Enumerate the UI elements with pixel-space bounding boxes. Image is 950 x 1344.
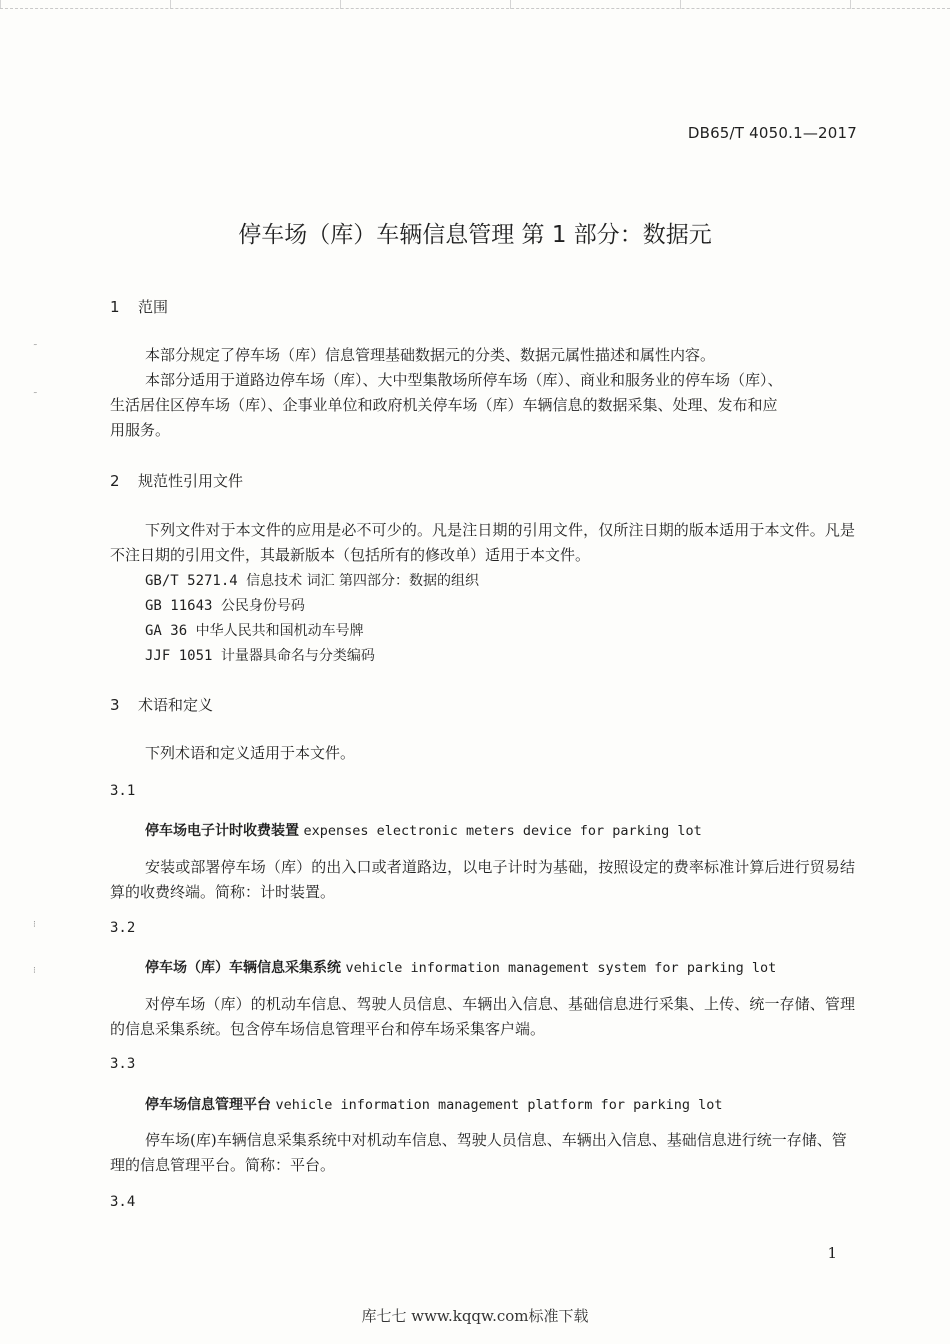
terms-intro: 下列术语和定义适用于本文件。 (145, 744, 356, 762)
scope-paragraph: 本部分规定了停车场（库）信息管理基础数据元的分类、数据元属性描述和属性内容。 (145, 346, 716, 364)
document-title: 停车场（库）车辆信息管理 第 1 部分：数据元 (238, 222, 712, 248)
scope-paragraph-line: 生活居住区停车场（库）、企事业单位和政府机关停车场（库）车辆信息的数据采集、处理、发布和应 (110, 396, 778, 414)
reference-name: 信息技术 词汇 第四部分：数据的组织 (246, 573, 480, 589)
term-entry (145, 957, 776, 977)
reference-name: 中华人民共和国机动车号牌 (195, 623, 364, 639)
clause-number: 3.2 (110, 920, 136, 936)
section-heading-normative-refs (110, 470, 243, 491)
section-heading-terms (110, 694, 213, 715)
margin-mark: ⁝ (33, 920, 36, 930)
term-definition: 对停车场（库）的机动车信息、驾驶人员信息、车辆出入信息、基础信息进行采集、上传、统一存储、管理的信息采集系统。包含停车场信息管理平台和停车场采集客户端。 (110, 995, 855, 1038)
term-zh: 停车场（库）车辆信息采集系统 (145, 960, 341, 976)
reference-name: 计量器具命名与分类编码 (220, 648, 375, 664)
term-en: vehicle information management platform for parking lot (275, 1097, 723, 1113)
standard-number: DB65/T 4050.1—2017 (687, 124, 857, 142)
reference-code: GB/T 5271.4 (145, 573, 238, 589)
clause-number: 3.3 (110, 1056, 136, 1072)
term-entry (145, 1094, 722, 1114)
term-entry (145, 820, 702, 840)
term-zh: 停车场电子计时收费装置 (145, 823, 299, 839)
margin-mark: ⁝ (33, 966, 36, 976)
margin-mark: ˜ (33, 392, 38, 402)
footer-watermark: 库七七 www.kqqw.com标准下载 (361, 1307, 589, 1325)
reference-code: GA 36 (145, 623, 188, 639)
section-title: 范围 (138, 298, 169, 316)
term-en: expenses electronic meters device for parking lot (303, 823, 702, 839)
reference-code: JJF 1051 (145, 648, 213, 664)
section-number: 2 (110, 472, 120, 490)
scan-edge-artifact (0, 0, 950, 9)
clause-number: 3.4 (110, 1194, 136, 1210)
section-number: 1 (110, 298, 120, 316)
reference-item (145, 595, 305, 615)
section-title: 术语和定义 (138, 696, 214, 714)
term-definition: 停车场(库)车辆信息采集系统中对机动车信息、驾驶人员信息、车辆出入信息、基础信息进行统一存储、管理的信息管理平台。简称：平台。 (110, 1131, 847, 1174)
section-title: 规范性引用文件 (138, 472, 244, 490)
section-heading-scope (110, 296, 168, 317)
scope-paragraph-line: 用服务。 (110, 421, 171, 439)
section-number: 3 (110, 696, 120, 714)
reference-item (145, 570, 479, 590)
term-zh: 停车场信息管理平台 (145, 1097, 271, 1113)
reference-item (145, 620, 364, 640)
page-number: 1 (827, 1244, 837, 1262)
reference-item (145, 645, 375, 665)
margin-mark: ˜ (33, 344, 38, 354)
term-definition: 安装或部署停车场（库）的出入口或者道路边，以电子计时为基础，按照设定的费率标准计算后进行贸易结算的收费终端。简称：计时装置。 (110, 858, 855, 901)
scope-paragraph-line: 本部分适用于道路边停车场（库）、大中型集散场所停车场（库）、商业和服务业的停车场（库）、 (145, 371, 783, 389)
reference-name: 公民身份号码 (220, 598, 305, 614)
term-en: vehicle information management system for parking lot (345, 960, 777, 976)
normative-refs-intro: 下列文件对于本文件的应用是必不可少的。凡是注日期的引用文件，仅所注日期的版本适用于本文件。凡是不注日期的引用文件，其最新版本（包括所有的修改单）适用于本文件。 (110, 521, 855, 564)
clause-number: 3.1 (110, 783, 136, 799)
reference-code: GB 11643 (145, 598, 213, 614)
